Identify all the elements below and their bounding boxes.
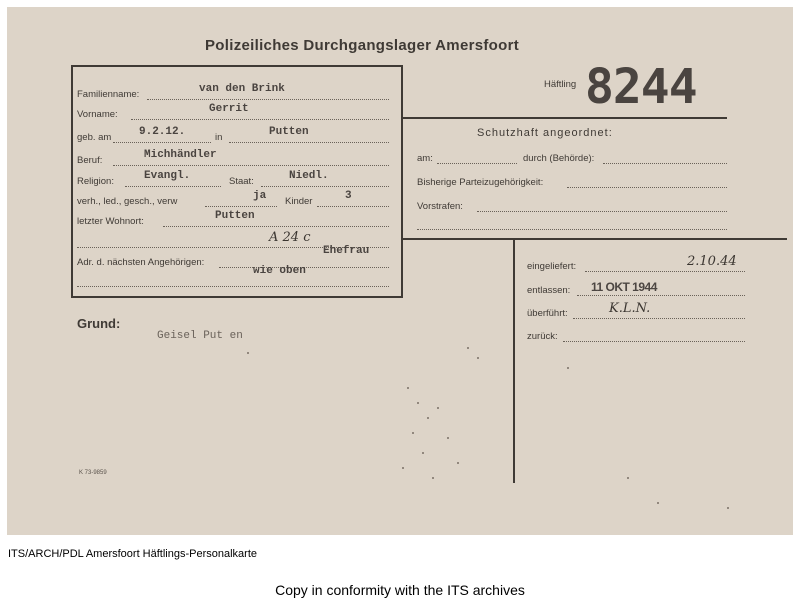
entlassen-line	[577, 295, 745, 296]
familienname-label: Familienname:	[77, 89, 140, 100]
angehoerige-line-2	[77, 286, 389, 287]
haeftling-number: 8244	[585, 59, 697, 115]
card-title: Polizeiliches Durchgangslager Amersfoort	[205, 37, 520, 54]
eingeliefert-line	[585, 271, 745, 272]
geb-am-line	[113, 142, 211, 143]
ueberfuehrt-value: K.L.N.	[609, 301, 651, 316]
vorstrafen-line-2	[417, 229, 727, 230]
vorstrafen-label: Vorstrafen:	[417, 201, 463, 212]
familienstand-label: verh., led., gesch., verw	[77, 196, 178, 207]
kinder-value: 3	[345, 190, 352, 202]
form-reference: K 73-9859	[79, 470, 107, 476]
archive-caption: ITS/ARCH/PDL Amersfoort Häftlings-Personalkarte	[8, 548, 258, 560]
ueberfuehrt-label: überführt:	[527, 308, 568, 319]
familienname-value: van den Brink	[199, 83, 285, 95]
wohnort-address-value: A 24 c	[269, 230, 311, 245]
right-lower-vertical-border	[513, 238, 515, 483]
left-box-top-border	[71, 65, 401, 67]
familienname-line	[147, 99, 389, 100]
angehoerige-label: Adr. d. nächsten Angehörigen:	[77, 257, 205, 268]
grund-label: Grund:	[77, 316, 121, 331]
am-line	[437, 163, 517, 164]
left-box-bottom-border	[71, 296, 403, 298]
geb-am-value: 9.2.12.	[139, 126, 186, 138]
beruf-value: Michhändler	[144, 149, 217, 161]
familienstand-value: ja	[253, 190, 267, 202]
geb-am-label: geb. am	[77, 132, 112, 143]
partei-label: Bisherige Parteizugehörigkeit:	[417, 177, 544, 188]
entlassen-label: entlassen:	[527, 285, 571, 296]
personnel-card	[7, 7, 793, 535]
vorname-line	[131, 119, 389, 120]
angehoerige-value: Ehefrau	[323, 245, 370, 257]
familienstand-line	[205, 206, 277, 207]
beruf-line	[113, 165, 389, 166]
kinder-line	[317, 206, 389, 207]
left-box-left-border	[71, 65, 73, 298]
beruf-label: Beruf:	[77, 155, 103, 166]
right-section-divider	[401, 238, 787, 240]
haeftling-label: Häftling	[544, 79, 577, 90]
angehoerige-value-2: wie oben	[253, 265, 306, 277]
religion-label: Religion:	[77, 176, 114, 187]
staat-label: Staat:	[229, 176, 254, 187]
wohnort-value: Putten	[215, 210, 255, 222]
vorname-label: Vorname:	[77, 109, 118, 120]
conformity-caption: Copy in conformity with the ITS archives	[275, 582, 525, 598]
staat-value: Niedl.	[289, 170, 329, 182]
schutzhaft-heading: Schutzhaft angeordnet:	[477, 127, 613, 139]
left-box-right-border	[401, 65, 403, 298]
durch-label: durch (Behörde):	[523, 153, 595, 164]
geb-in-line	[229, 142, 389, 143]
eingeliefert-value: 2.10.44	[687, 254, 737, 269]
vorname-value: Gerrit	[209, 103, 249, 115]
religion-value: Evangl.	[144, 170, 191, 182]
wohnort-line	[163, 226, 389, 227]
am-label: am:	[417, 153, 433, 164]
ueberfuehrt-line	[573, 318, 745, 319]
vorstrafen-line	[477, 211, 727, 212]
durch-line	[603, 163, 727, 164]
religion-line	[125, 186, 221, 187]
kinder-label: Kinder	[285, 196, 313, 207]
right-top-border	[401, 117, 727, 119]
eingeliefert-label: eingeliefert:	[527, 261, 577, 272]
entlassen-stamp: 11 OKT 1944	[591, 280, 657, 294]
geb-in-value: Putten	[269, 126, 309, 138]
partei-line	[567, 187, 727, 188]
geb-in-label: in	[215, 132, 223, 143]
grund-value: Geisel Put en	[157, 330, 243, 342]
wohnort-label: letzter Wohnort:	[77, 216, 144, 227]
staat-line	[261, 186, 389, 187]
zurueck-label: zurück:	[527, 331, 558, 342]
zurueck-line	[563, 341, 745, 342]
